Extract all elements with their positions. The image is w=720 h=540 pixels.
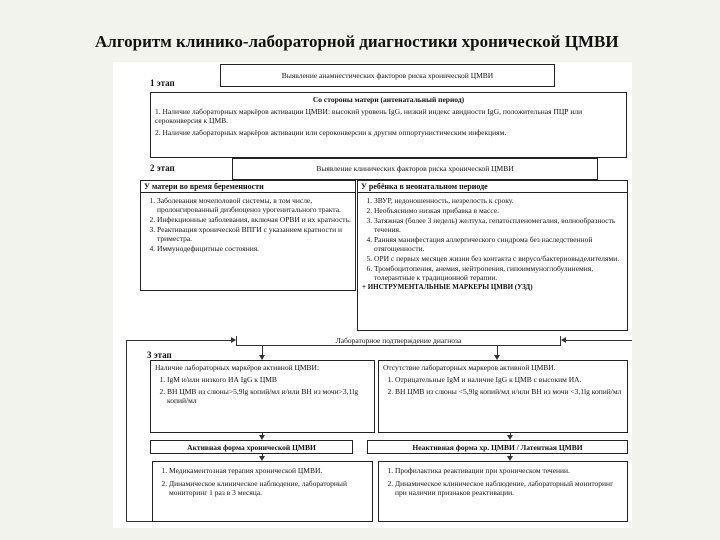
active-form-box: Активная форма хронической ЦМВИ xyxy=(150,440,353,454)
list-item: 1. Профилактика реактивации при хроническом течении. xyxy=(395,466,623,475)
list-item: 2. ВН ЦМВ из слюны <5,9lg копий/мл и/или ВН из мочи <3,1lg копий/мл xyxy=(395,387,623,396)
stage3-label: 3 этап xyxy=(147,350,172,360)
list-item: 1. IgM и/или низкого ИА IgG к ЦМВ xyxy=(167,375,370,384)
connector-line xyxy=(236,345,561,346)
list-item: 3. Затяжная (более 3 недель) желтуха, гепатоспленомегалия, волнообразность течения. xyxy=(374,216,623,234)
inactive-form-box: Неактивная форма хр. ЦМВИ / Латентная ЦМВИ xyxy=(367,440,628,454)
arrow-left-icon xyxy=(561,337,566,343)
list-item: 4. Ранняя манифестация аллергического синдрома без наследственной отягощенности. xyxy=(374,235,623,253)
mother-antenatal-item: 1. Наличие лабораторных маркёров активации ЦМВИ: высокий уровень IgG, низкий индекс авидности IgG, положительная ПЦР или сероконверсия к ЦМВ. xyxy=(155,107,583,125)
stage1-label: 1 этап xyxy=(150,78,175,88)
list-item: 2. Инфекционные заболевания, включая ОРВИ и их кратность. xyxy=(157,215,351,224)
inactive-actions-box xyxy=(378,461,628,522)
list-item: 6. Тромбоцитопения, анемия, нейтропения, гипоиммуноглобулинемия, толерантные к традиционной терапии. xyxy=(374,264,623,282)
feedback-line-right xyxy=(566,340,632,341)
list-item: 4. Иммунодефицитные состояния. xyxy=(157,244,351,253)
negative-markers-header: Отсутствие лабораторных маркеров активной ЦМВИ. xyxy=(383,363,556,372)
connector-line xyxy=(262,345,263,355)
list-item: 2. Динамическое клиническое наблюдение, лабораторный мониторинг 1 раз в 3 месяца. xyxy=(169,479,368,497)
list-item: 2. Необъяснимо низкая прибавка в массе. xyxy=(374,206,623,215)
mother-antenatal-item: 2. Наличие лабораторных маркёров активации или сероконверсии к другим оппортунистическим инфекциям. xyxy=(155,128,507,137)
list-item: 3. Реактивация хронической ВПГИ с указанием кратности и триместра. xyxy=(157,225,351,243)
child-neonatal-box xyxy=(357,180,628,331)
list-item: 2. Динамическое клиническое наблюдение, лабораторный мониторинг при наличии признаков реактивации. xyxy=(395,479,623,497)
feedback-line-left xyxy=(126,521,152,522)
list-item: 1. Отрицательные IgM и наличие IgG к ЦМВ с высоким ИА. xyxy=(395,375,623,384)
negative-markers-box xyxy=(378,360,628,433)
arrow-right-icon xyxy=(231,337,236,343)
feedback-line-left xyxy=(126,340,127,522)
stage2-clinical-box: Выявление клинических факторов риска хронической ЦМВИ xyxy=(232,158,598,180)
instrumental-markers: + ИНСТРУМЕНТАЛЬНЫЕ МАРКЕРЫ ЦМВИ (УЗД) xyxy=(362,283,533,291)
stage2-label: 2 этап xyxy=(150,163,175,173)
list-item: 2. ВН ЦМВ из слюны>5,9lg копий/мл и/или ВН из мочи>3,1lg копий/мл xyxy=(167,387,370,405)
child-neonatal-header: У ребёнка в неонатальном периоде xyxy=(358,181,627,193)
connector-line xyxy=(497,345,498,355)
list-item: 1. Заболевания мочеполовой системы, в том числе, пролонгированный дизбиоценоз урогенитального тракта. xyxy=(157,196,351,214)
feedback-line-left xyxy=(126,340,231,341)
mother-antenatal-box xyxy=(150,92,627,158)
list-item: 5. ОРИ с первых месяцев жизни без контакта с вирусо/бактериовыделителями. xyxy=(374,254,623,263)
lab-confirmation-text: Лабораторное подтверждение диагноза xyxy=(333,336,465,345)
positive-markers-box xyxy=(150,360,375,433)
mother-pregnancy-box xyxy=(140,180,356,291)
mother-antenatal-header: Со стороны матери (антенатальный период) xyxy=(312,95,465,104)
list-item: 1. ЗВУР, недоношенность, незрелость к сроку. xyxy=(374,196,623,205)
list-item: 1. Медикаментозная терапия хронической ЦМВИ. xyxy=(169,466,368,475)
lab-confirmation-label xyxy=(236,336,561,345)
stage1-anamnestic-box: Выявление анамнестических факторов риска хронической ЦМВИ xyxy=(220,64,555,87)
positive-markers-header: Наличие лабораторных маркёров активной ЦМВИ: xyxy=(155,363,320,372)
mother-pregnancy-header: У матери во время беременности xyxy=(141,181,355,193)
slide-title: Алгоритм клинико-лабораторной диагностики хронической ЦМВИ xyxy=(95,32,619,51)
active-actions-box xyxy=(152,461,373,522)
